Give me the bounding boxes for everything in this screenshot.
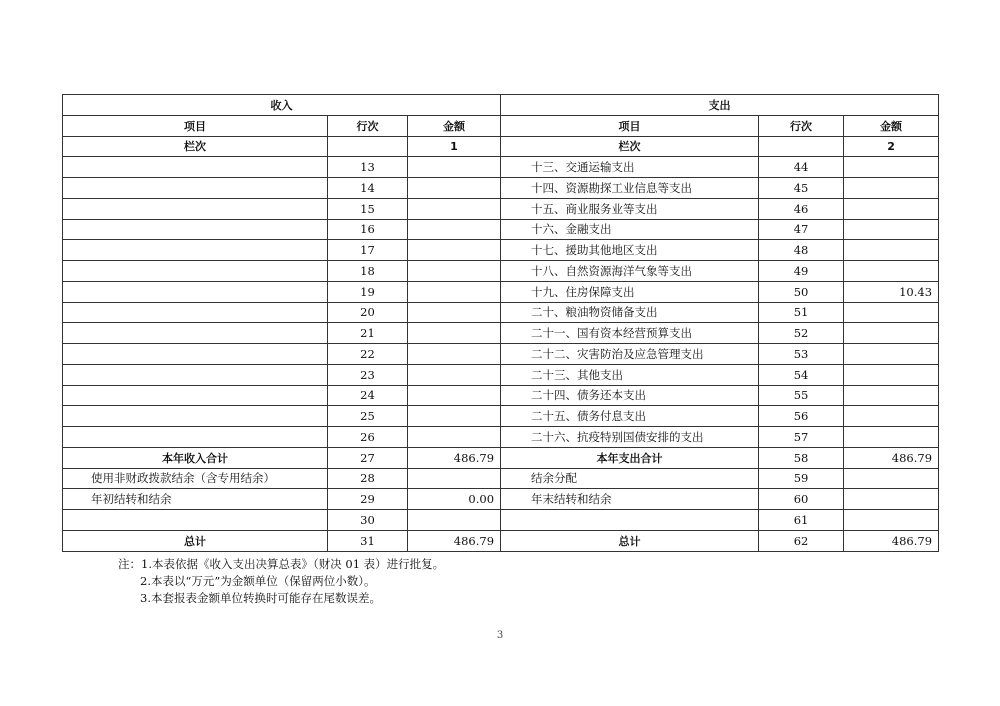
income-line-no: 28	[328, 468, 408, 489]
expense-item-name: 本年支出合计	[501, 447, 759, 468]
income-amount: 486.79	[408, 530, 501, 551]
table-row	[63, 323, 939, 344]
expense-line-no: 49	[759, 261, 844, 282]
expense-line-no: 55	[759, 385, 844, 406]
table-row	[63, 406, 939, 427]
expense-amount	[844, 157, 939, 178]
income-item-name	[63, 344, 328, 365]
expense-item-name: 十五、商业服务业等支出	[501, 198, 759, 219]
income-line-no: 29	[328, 489, 408, 510]
expense-item-name: 总计	[501, 530, 759, 551]
expense-amount: 486.79	[844, 447, 939, 468]
expense-line-no: 53	[759, 344, 844, 365]
expense-line-no: 58	[759, 447, 844, 468]
expense-item-header: 项目	[501, 115, 759, 136]
income-item-header: 项目	[63, 115, 328, 136]
income-amount	[408, 219, 501, 240]
income-amount	[408, 302, 501, 323]
header-row-section	[63, 95, 939, 116]
income-item-name: 总计	[63, 530, 328, 551]
income-amount	[408, 261, 501, 282]
expense-item-name	[501, 510, 759, 531]
expense-item-name: 年末结转和结余	[501, 489, 759, 510]
income-item-name	[63, 302, 328, 323]
income-item-name	[63, 178, 328, 199]
expense-amount	[844, 240, 939, 261]
income-item-name	[63, 510, 328, 531]
note-3: 3.本套报表金额单位转换时可能存在尾数误差。	[140, 591, 381, 605]
expense-item-name: 二十四、债务还本支出	[501, 385, 759, 406]
income-item-name	[63, 240, 328, 261]
table-row	[63, 157, 939, 178]
income-item-name	[63, 406, 328, 427]
expense-amount	[844, 489, 939, 510]
table-row	[63, 281, 939, 302]
expense-line-no: 51	[759, 302, 844, 323]
note-2: 2.本表以“万元”为金额单位（保留两位小数）。	[140, 574, 376, 588]
income-item-name: 本年收入合计	[63, 447, 328, 468]
expense-item-name: 二十一、国有资本经营预算支出	[501, 323, 759, 344]
expense-item-name: 二十六、抗疫特别国债安排的支出	[501, 427, 759, 448]
income-amount	[408, 344, 501, 365]
income-line-no: 15	[328, 198, 408, 219]
table-row	[63, 344, 939, 365]
income-amount	[408, 178, 501, 199]
table-row	[63, 385, 939, 406]
income-item-name	[63, 219, 328, 240]
expense-amount	[844, 219, 939, 240]
table-row	[63, 178, 939, 199]
header-row-columns	[63, 115, 939, 136]
expense-line-no: 61	[759, 510, 844, 531]
table-row	[63, 219, 939, 240]
expense-amount	[844, 406, 939, 427]
income-item-name: 年初结转和结余	[63, 489, 328, 510]
expense-amount	[844, 178, 939, 199]
year-total-row	[63, 447, 939, 468]
expense-column-number: 2	[844, 136, 939, 157]
expense-item-name: 二十、粮油物资储备支出	[501, 302, 759, 323]
expense-item-name: 二十三、其他支出	[501, 364, 759, 385]
column-index-row	[63, 136, 939, 157]
income-line-no: 25	[328, 406, 408, 427]
income-line-no: 22	[328, 344, 408, 365]
income-line-no: 21	[328, 323, 408, 344]
income-amount	[408, 281, 501, 302]
table-row	[63, 364, 939, 385]
income-item-name	[63, 323, 328, 344]
income-line-no: 20	[328, 302, 408, 323]
income-amount	[408, 427, 501, 448]
expense-item-name: 二十二、灾害防治及应急管理支出	[501, 344, 759, 365]
expense-line-no: 50	[759, 281, 844, 302]
income-line-no: 30	[328, 510, 408, 531]
table-row	[63, 261, 939, 282]
expense-item-name: 十七、援助其他地区支出	[501, 240, 759, 261]
expense-amount	[844, 427, 939, 448]
page-number: 3	[496, 630, 504, 641]
expense-line-no: 47	[759, 219, 844, 240]
expense-line-no: 60	[759, 489, 844, 510]
income-line-no: 26	[328, 427, 408, 448]
income-item-name	[63, 281, 328, 302]
income-amount: 486.79	[408, 447, 501, 468]
income-line-no: 27	[328, 447, 408, 468]
grand-total-row	[63, 530, 939, 551]
notes	[118, 556, 444, 607]
income-item-name	[63, 198, 328, 219]
table-row	[63, 468, 939, 489]
income-column-number: 1	[408, 136, 501, 157]
expense-amount	[844, 385, 939, 406]
expense-line-no: 46	[759, 198, 844, 219]
income-line-no: 23	[328, 364, 408, 385]
expense-amount-header: 金额	[844, 115, 939, 136]
expense-item-name: 十四、资源勘探工业信息等支出	[501, 178, 759, 199]
income-amount	[408, 468, 501, 489]
income-amount-header: 金额	[408, 115, 501, 136]
expense-amount: 486.79	[844, 530, 939, 551]
income-line-no: 13	[328, 157, 408, 178]
income-amount	[408, 323, 501, 344]
income-amount	[408, 406, 501, 427]
table-row	[63, 302, 939, 323]
expense-line-no-header: 行次	[759, 115, 844, 136]
income-line-no: 14	[328, 178, 408, 199]
expense-amount	[844, 344, 939, 365]
expense-line-no: 45	[759, 178, 844, 199]
expense-item-name: 二十五、债务付息支出	[501, 406, 759, 427]
income-line-no: 24	[328, 385, 408, 406]
income-amount	[408, 157, 501, 178]
expense-amount	[844, 198, 939, 219]
table-row	[63, 240, 939, 261]
expense-line-no: 57	[759, 427, 844, 448]
expense-amount	[844, 468, 939, 489]
expense-amount	[844, 364, 939, 385]
income-line-no-header: 行次	[328, 115, 408, 136]
table-row	[63, 198, 939, 219]
expense-line-no: 48	[759, 240, 844, 261]
income-line-no: 19	[328, 281, 408, 302]
income-line-no: 17	[328, 240, 408, 261]
expense-amount	[844, 510, 939, 531]
expense-line-no: 59	[759, 468, 844, 489]
expense-amount	[844, 323, 939, 344]
income-column-index-empty	[328, 136, 408, 157]
income-line-no: 31	[328, 530, 408, 551]
expense-item-name: 十三、交通运输支出	[501, 157, 759, 178]
income-line-no: 16	[328, 219, 408, 240]
income-amount	[408, 198, 501, 219]
expense-line-no: 52	[759, 323, 844, 344]
income-column-index-label: 栏次	[63, 136, 328, 157]
income-item-name	[63, 364, 328, 385]
income-expense-table	[62, 94, 939, 552]
income-item-name	[63, 157, 328, 178]
income-line-no: 18	[328, 261, 408, 282]
expense-line-no: 44	[759, 157, 844, 178]
expense-item-name: 十八、自然资源海洋气象等支出	[501, 261, 759, 282]
income-amount	[408, 385, 501, 406]
income-item-name	[63, 261, 328, 282]
income-item-name	[63, 427, 328, 448]
expense-item-name: 结余分配	[501, 468, 759, 489]
income-amount: 0.00	[408, 489, 501, 510]
expense-amount	[844, 302, 939, 323]
table-row	[63, 489, 939, 510]
expense-amount: 10.43	[844, 281, 939, 302]
expense-header: 支出	[501, 95, 939, 116]
expense-column-index-empty	[759, 136, 844, 157]
expense-column-index-label: 栏次	[501, 136, 759, 157]
note-1: 注：1.本表依据《收入支出决算总表》（财决 01 表）进行批复。	[118, 557, 445, 571]
expense-line-no: 54	[759, 364, 844, 385]
income-amount	[408, 364, 501, 385]
table-row	[63, 427, 939, 448]
income-amount	[408, 240, 501, 261]
expense-amount	[844, 261, 939, 282]
income-item-name	[63, 385, 328, 406]
expense-line-no: 56	[759, 406, 844, 427]
income-item-name: 使用非财政拨款结余（含专用结余）	[63, 468, 328, 489]
expense-item-name: 十六、金融支出	[501, 219, 759, 240]
expense-item-name: 十九、住房保障支出	[501, 281, 759, 302]
table-row	[63, 510, 939, 531]
income-header: 收入	[63, 95, 501, 116]
expense-line-no: 62	[759, 530, 844, 551]
income-amount	[408, 510, 501, 531]
